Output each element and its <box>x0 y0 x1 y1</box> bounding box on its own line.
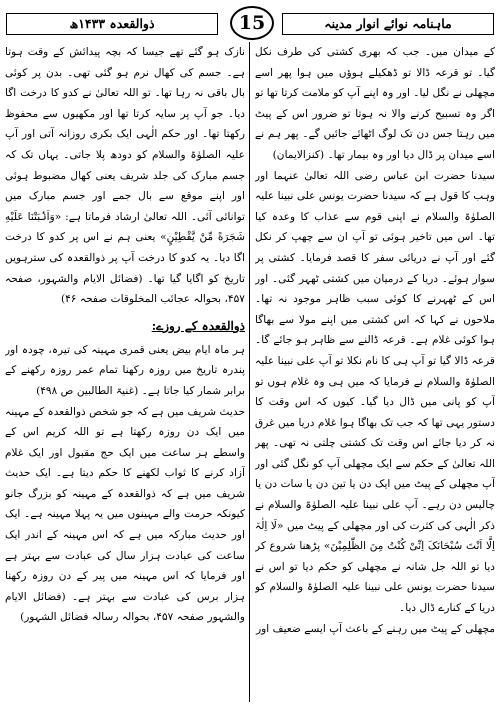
magazine-title: ماہنامہ نوائے انوار مدینہ <box>324 16 452 31</box>
right-paragraph-3: مچھلی کے پیٹ میں رہنے کے باعث آپ ایسے ضعیف اور <box>256 622 495 635</box>
left-paragraph-2: ہر ماہ ایام بیض یعنی قمری مہینہ کی تیرہ، چودہ اور پندرہ تاریخ میں روزہ رکھنا تمام عمر روزہ رکھنے کے برابر شمار کیا جاتا ہے۔ (غنیۃ الطالبین ص ۴۹۸) <box>5 343 245 397</box>
left-paragraph-3: حدیث شریف میں ہے کہ جو شخص ذوالقعدہ کے مہینہ میں ایک دن روزہ رکھتا ہے تو اللہ کریم اس کے واسطے ہر ساعت میں ایک حج مقبول اور ایک غلام آزاد کرنے کا ثواب لکھنے کا حکم دیتا ہے۔ ایک حدیث شریف میں ہے کہ ذوالقعدہ کے مہینہ کو بزرگ جانو کیونکہ حرمت والے مہینوں میں یہ پہلا مہینہ ہے۔ ایک اور حدیث مبارکہ میں ہے کہ اس مہینہ کے اندر ایک ساعت کی عبادت ہزار سال کی عبادت سے بہتر ہے اور فرمایا کہ اس مہینہ میں پیر کے دن روزہ رکھنا ہزار برس کی عبادت سے بہتر ہے۔ (فضائل الایام والشہور صفحہ ۴۵۷، بحوالہ رسالہ فضائل الشہور) <box>5 405 245 624</box>
left-paragraph-1: نازک ہو گئے تھے جیسا کہ بچہ پیدائش کے وقت ہوتا ہے۔ جسم کی کھال نرم ہو گئی تھی۔ بدن پر کوئی بال باقی نہ رہا تھا۔ تو اللہ تعالیٰ نے کدو کا درخت اگا دیا۔ جو آپ پر سایہ کرتا تھا اور مکھیوں سے محفوظ رکھتا تھا۔ اور حکم الٰہی ایک بکری روزانہ آتی اور آپ علیہ الصلوٰۃ والسلام کو دودھ پلا جاتی۔ یہاں تک کہ جسم مبارک کی جلد شریف یعنی کھال مضبوط ہوئی اور اپنے موقع سے بال جمے اور جسم مبارک میں توانائی آئی۔ اللہ تعالیٰ ارشاد فرماتا ہے: «وَاَنْۢبَتْنَا عَلَیْهِ شَجَرَةً مِّنْ یَّقْطِیْنٍ» یعنی ہم نے اس پر کدو کا درخت اگا دیا۔ یہ کدو کا درخت آپ پر ذوالقعدہ کی سترہویں تاریخ کو اگایا گیا تھا۔ (فضائل الایام والشہور، صفحہ ۴۵۷، بحوالہ عجائب المخلوقات صفحہ ۴۶) <box>5 46 245 306</box>
right-paragraph-2: سیدنا حضرت ابن عباس رضی اللہ تعالیٰ عنہما اور وہب کا قول ہے کہ سیدنا حضرت یونس علی نبینا علیہ الصلوٰۃ والسلام نے اپنی قوم سے عذاب کا وعدہ کیا تھا۔ اس میں تاخیر ہوئی تو آپ ان سے چھپ کر نکل گئے اور آپ نے دریائی سفر کا قصد فرمایا۔ کشتی پر سوار ہوئے۔ دریا کے درمیان میں کشتی ٹھہر گئی۔ اور اس کے ٹھہرنے کا کوئی سبب ظاہر موجود نہ تھا۔ ملاحوں نے کہا کہ اس کشتی میں اپنے مولا سے بھاگا ہوا کوئی غلام ہے۔ قرعہ ڈالنے سے ظاہر ہو جائے گا۔ قرعہ ڈالا گیا تو آپ ہی کا نام نکلا تو آپ علی نبینا علیہ الصلوٰۃ والسلام نے فرمایا کہ میں ہی وہ غلام ہوں تو آپ کو پانی میں ڈال دیا گیا۔ کیوں کہ اس وقت کا دستور یہی تھا کہ جب تک بھاگا ہوا غلام دریا میں غرق نہ کر دیا جائے اس وقت تک کشتی چلتی نہ تھی۔ پھر اللہ تعالیٰ کے حکم سے ایک مچھلی آپ کو نگل گئی اور آپ مچھلی کے پیٹ میں ایک دن یا تین دن یا سات دن یا چالیس دن رہے۔ آپ علی نبینا علیہ الصلوٰۃ والسلام نے ذکر الٰہی کی کثرت کی اور مچھلی کے پیٹ میں «لَا اِلٰہَ اِلَّا اَنْتَ سُبْحَانَکَ اِنِّیْ کُنْتُ مِنَ الظّٰلِمِیْنَ» پڑھنا شروع کر دیا تو اللہ جل شانہ نے مچھلی کو حکم دیا تو اس نے سیدنا حضرت یونس علی نبینا علیہ الصلوٰۃ والسلام کو دریا کے کنارے ڈال دیا۔ <box>255 169 495 615</box>
issue-month: ذوالقعدہ ۱۴۳۳ھ <box>69 16 155 31</box>
issue-month-box <box>6 13 218 35</box>
column-divider <box>249 42 250 702</box>
section-heading-fasting: ذوالقعدہ کے روزے: <box>151 318 245 333</box>
right-column <box>255 42 495 702</box>
left-column <box>5 42 245 702</box>
page-number-badge <box>230 6 274 40</box>
right-paragraph-1: کے میدان میں۔ جب کہ بھری کشتی کی طرف نکل گیا۔ تو قرعہ ڈالا تو ڈھکیلے ہوؤں میں ہوا پھر اسے مچھلی نے نگل لیا۔ اور وہ اپنے آپ کو ملامت کرتا تھا تو اگر وہ تسبیح کرنے والا نہ ہوتا تو ضرور اس کے پیٹ میں رہتا جس دن تک لوگ اٹھائے جائیں گے۔ پھر ہم نے اسے میدان پر ڈال دیا اور وہ بیمار تھا۔ (کنزالایمان) <box>255 46 495 161</box>
magazine-title-box <box>282 13 494 35</box>
page-header <box>6 6 494 40</box>
page-number: 15 <box>238 12 266 34</box>
